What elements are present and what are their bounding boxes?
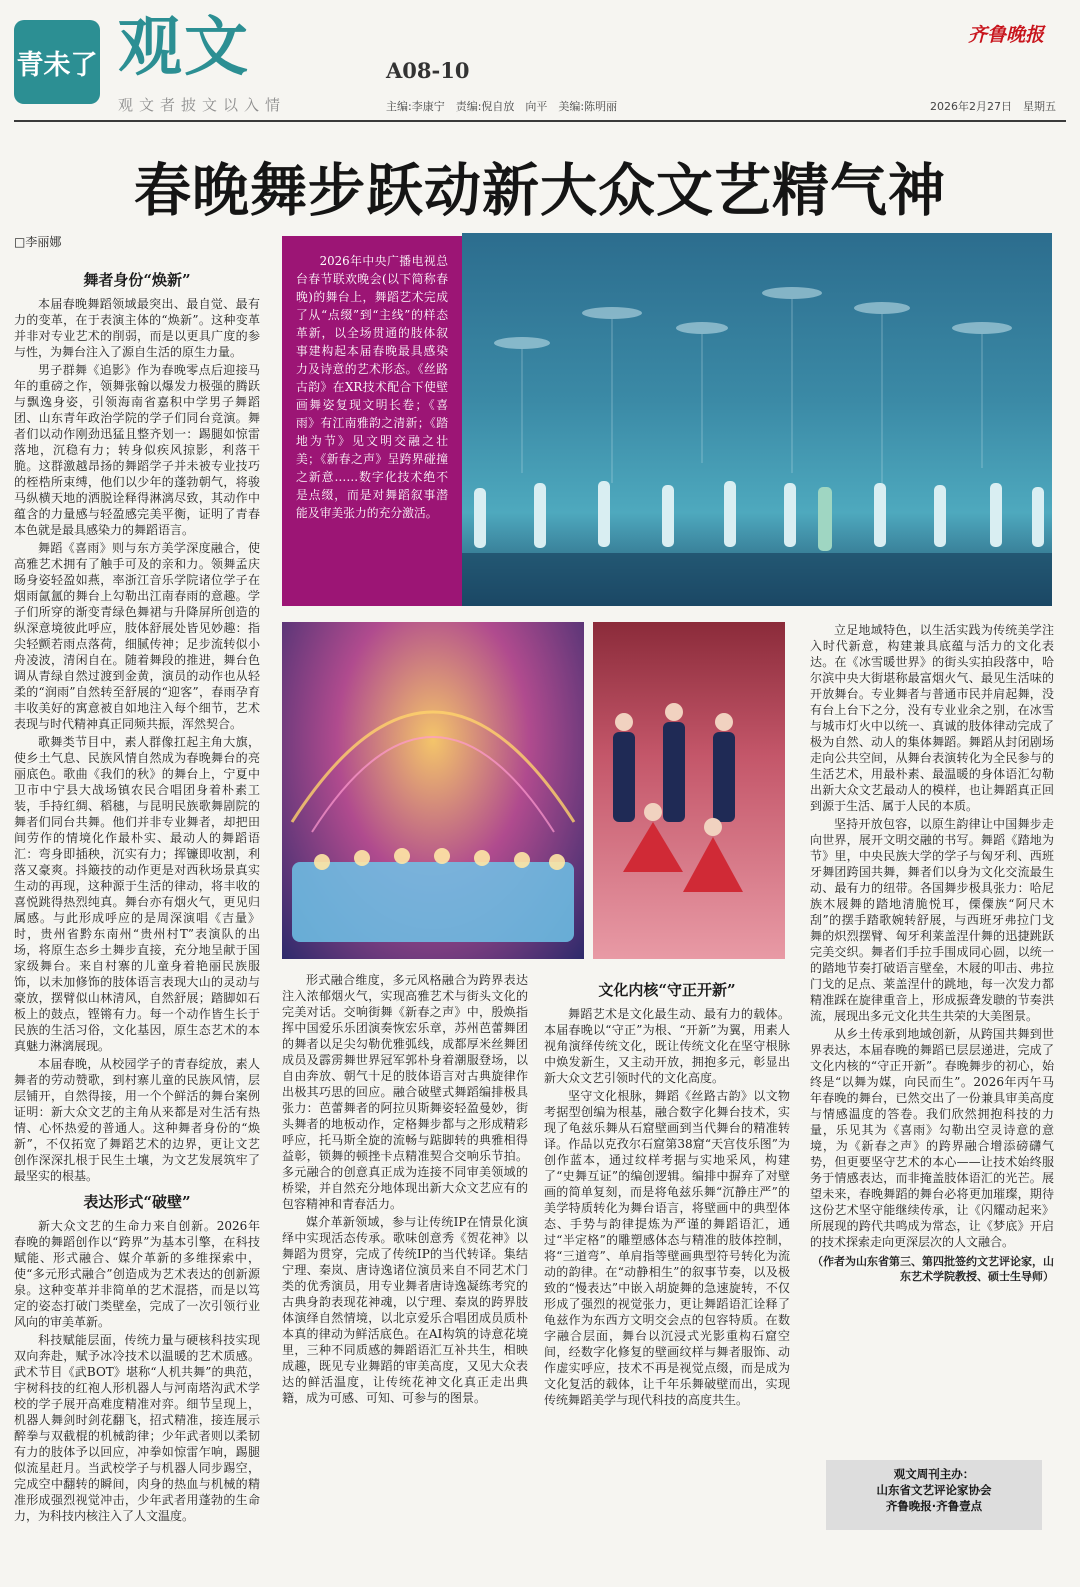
newspaper-logo: 齐鲁晚报 xyxy=(968,24,1045,46)
paragraph: 媒介革新领域，参与让传统IP在情景化演绎中实现活态传承。歌味创意秀《贺花神》以舞蹈为贯穿，完成了传统IP的当代转译。集结宁理、秦岚、唐诗逸诸位演员来自不同艺术门类的优秀演员，用专业舞者唐诗逸凝练考究的古典身韵表现花神魂，以宁理、秦岚的跨界肢体演绎自然情境，以北京爱乐合唱团成员质朴本真的律动为鲜活底色。在AI构筑的诗意花境里，三种不同质感的舞蹈语汇互补共生，相映成趣，既见专业舞蹈的审美高度，又见大众表达的鲜活温度，让传统花神文化真正走出典籍，成为可感、可知、可参与的图景。 xyxy=(282,1215,528,1405)
section-logo: 青未了 xyxy=(14,20,100,104)
paragraph: 新大众文艺的生命力来自创新。2026年春晚的舞蹈创作以“跨界”为基本引擎，在科技赋能、形式融合、媒介革新的多维探索中，使“多元形式融合”创造成为艺术表达的创新源泉。这种变革并非简单的艺术混搭，而是以笃定的姿态打破门类壁垒，完成了一次引领行业风向的审美革新。 xyxy=(14,1219,260,1329)
column-1 xyxy=(14,262,260,1527)
sponsor-line: 观文周刊主办： xyxy=(893,1467,975,1481)
section-heading: 舞者身份“焕新” xyxy=(83,271,191,289)
paragraph: 本届春晚舞蹈领域最突出、最自觉、最有力的变革，在于表演主体的“焕新”。这种变革并非对专业艺术的削弱，而是以更具广度的参与性，为舞台注入了源自生活的原生力量。 xyxy=(14,297,260,359)
section-subtitle: 观文者披文以入情 xyxy=(118,96,287,114)
paragraph: 舞蹈《喜雨》则与东方美学深度融合，使高雅艺术拥有了触手可及的亲和力。领舞孟庆旸身姿轻盈如燕，率浙江音乐学院诸位学子在烟雨氤氲的舞台上勾勒出江南春雨的意趣。学子们所穿的渐变青绿色舞裙与升降屏所创造的纵深意境彼此呼应，肢体舒展处皆见妙趣：指尖轻颤若雨点落荷，细腻传神；足步流转似小舟凌波，清闲自在。随着舞段的推进，舞台色调从青绿自然过渡到金黄，演员的动作也从轻柔的“润雨”自然转至舒展的“迎客”，春雨孕育丰收美好的寓意被自如地注入每个细节，艺术表现与时代精神真正同频共振，浑然契合。 xyxy=(14,541,260,731)
photo-illustration xyxy=(593,622,785,959)
paragraph: 本届春晚，从校园学子的青春绽放，素人舞者的劳动赞歌，到村寨儿童的民族风情，层层铺开，自然得接，用一个个鲜活的舞台案例证明：新大众文艺的主角从来都是对生活有热情、心怀热爱的普通人。这种舞者身份的“焕新”，不仅拓宽了舞蹈艺术的边界，更让文艺创作深深扎根于民生土壤，为文艺发展筑牢了最坚实的根基。 xyxy=(14,1057,260,1183)
sponsor-box xyxy=(826,1460,1042,1530)
photo-illustration xyxy=(282,622,584,959)
photo-illustration xyxy=(462,233,1052,606)
page-number: A08-10 xyxy=(386,58,470,83)
photo-treading-rhythm xyxy=(593,622,785,959)
paragraph: 舞蹈艺术是文化最生动、最有力的载体。本届春晚以“守正”为根、“开新”为翼，用素人视角演绎传统文化，既让传统文化在坚守根脉中焕发新生，又主动开放，拥抱多元，彰显出新大众文艺引领时代的文化高度。 xyxy=(544,1007,790,1085)
editor-credits: 主编:李康宁 责编:倪自放 向平 美编:陈明丽 xyxy=(386,100,618,113)
column-3 xyxy=(544,972,790,1532)
section-heading: 表达形式“破壁” xyxy=(83,1193,191,1211)
sponsor-line: 齐鲁晚报·齐鲁壹点 xyxy=(885,1499,983,1513)
lead-box xyxy=(282,236,462,606)
paragraph: 坚守文化根脉，舞蹈《丝路古韵》以文物考据型创编为根基，融合数字化舞台技术，实现了龟兹乐舞从石窟壁画到当代舞台的精准转译。作品以克孜尔石窟第38窟“天宫伎乐图”为创作蓝本，通过纹样考据与实地采风，构建了“史舞互证”的编创逻辑。编排中摒弃了对壁画的简单复刻，而是将龟兹乐舞“沉静庄严”的美学特质转化为舞台语言，将壁画中的典型体态、手势与韵律提炼为严谨的舞蹈语汇，通过“半定格”的雕塑感体态与精准的肢体控制，将“三道弯”、单肩指等壁画典型符号转化为流动的韵律。在“动静相生”的叙事节奏，以及极致的“慢表达”中嵌入胡旋舞的急速旋转，不仅形成了强烈的视觉张力，更让舞蹈语汇诠释了龟兹作为东西方文明交会点的包容特质。在数字融合层面，舞台以沉浸式光影重构石窟空间，经数字化修复的壁画纹样与舞者服饰、动作虚实呼应，技术不再是视觉点缀，而是成为文化复活的载体，让千年乐舞破壁而出，实现传统舞蹈美学与现代科技的高度共生。 xyxy=(544,1089,790,1407)
section-heading: 文化内核“守正开新” xyxy=(598,981,736,999)
publication-date: 2026年2月27日 星期五 xyxy=(930,100,1056,113)
header-divider xyxy=(14,120,1066,122)
column-4 xyxy=(810,622,1054,1450)
lead-text: 2026年中央广播电视总台春节联欢晚会(以下简称春晚)的舞台上，舞蹈艺术完成了从“点缀”到“主线”的样态革新，以全场贯通的肢体叙事建构起本届春晚最具感染力及诗意的艺术形态。《丝路古韵》在XR技术配合下使壁画舞姿复现文明长卷；《喜雨》有江南雅韵之清新；《踏地为节》见文明交融之壮美；《新春之声》呈跨界碰撞之新意……数字化技术绝不是点缀，而是对舞蹈叙事潜能及审美张力的充分激活。 xyxy=(296,254,448,520)
photo-silk-road-dance xyxy=(462,233,1052,606)
paragraph: 从乡土传承到地域创新，从跨国共舞到世界表达，本届春晚的舞蹈已层层递进，完成了文化内核的“守正开新”。春晚舞步的初心，始终是“以舞为媒，向民而生”。2026年丙午马年春晚的舞台，已然交出了一份兼具审美高度与情感温度的答卷。我们欣然拥抱科技的力量，乐见其为《喜雨》勾勒出空灵诗意的意境，为《新春之声》的跨界融合增添磅礴气势，但更要坚守艺术的本心——让技术始终服务于情感表达，而非掩盖肢体语汇的光芒。展望未来，春晚舞蹈的舞台必将更加璀璨，期待这份艺术坚守能继续传承，让《闪耀动起来》所展现的跨代共鸣成为常态，让《梦底》开启的技术探索走向更深层次的人文融合。 xyxy=(810,1027,1054,1249)
photo-new-spring-voice xyxy=(282,622,584,959)
author-note: （作者为山东省第三、第四批签约文艺评论家，山东艺术学院教授、硕士生导师） xyxy=(812,1255,1054,1283)
paragraph: 科技赋能层面，传统力量与硬核科技实现双向奔赴，赋予冰冷技术以温暖的艺术质感。武术节目《武BOT》堪称“人机共舞”的典范，宇树科技的红袍人形机器人与河南塔沟武术学校的学子展开高难度精准对弈。细节呈现上，机器人舞剑时剑花翻飞，招式精准，接连展示醉拳与双截棍的机械韵律；少年武者则以柔韧有力的肢体予以回应，冲拳如惊雷乍响，踢腿似流星赶月。当武校学子与机器人同步踢空，完成空中翻转的瞬间，肉身的热血与机械的精准形成强烈视觉冲击，少年武者用蓬勃的生命力，为科技内核注入了人文温度。 xyxy=(14,1333,260,1523)
paragraph: 歌舞类节目中，素人群像扛起主角大旗，使乡土气息、民族风情自然成为春晚舞台的亮丽底色。歌曲《我们的秋》的舞台上，宁夏中卫市中宁县大战场镇农民合唱团身着朴素工装，手持红绸、稻穗，与昆明民族歌舞剧院的舞者们同台共舞。他们并非专业舞者，却把田间劳作的情境化作最朴实、最动人的舞蹈语汇：弯身即插秧，沉实有力；挥镰即收割，利落又豪爽。抖簸技的动作更是对西秋场景真实生动的再现，这种源于生活的律动，将丰收的喜悦跳得热烈纯真。舞台亦有烟火气，更见归属感。与此形成呼应的是周深演唱《吉量》时，贵州省黔东南州“贵州村T”表演队的出场，将原生态乡土舞步直接，充分地呈献于国家级舞台。来自村寨的儿童身着艳丽民族服饰，以未加修饰的肢体语言表现大山的灵动与豪放，摆臂似山林清风，自然舒展；踏脚如石板上的鼓点，铿锵有力。每一个动作皆生长于民族的生活习俗，文化基因，原生态艺术的本真魅力淋漓展现。 xyxy=(14,735,260,1053)
paragraph: 立足地域特色，以生活实践为传统美学注入时代新意，构建兼具底蕴与活力的文化表达。在《冰雪暖世界》的街头实拍段落中，哈尔滨中央大街堪称最富烟火气、最见生活味的开放舞台。专业舞者与普通市民并肩起舞，没有台上台下之分，没有专业业余之别，在冰雪与城市灯火中以统一、真诚的肢体律动完成了极为自然、动人的集体舞蹈。舞蹈从封闭剧场走向公共空间，从舞台表演转化为全民参与的生活艺术，用最朴素、最温暖的身体语汇勾勒出新大众文艺最动人的模样，也让舞蹈真正回到源于生活、属于人民的本质。 xyxy=(810,623,1054,813)
section-title: 观文 xyxy=(118,11,250,85)
article-headline: 春晚舞步跃动新大众文艺精气神 xyxy=(134,157,946,224)
paragraph: 男子群舞《追影》作为春晚零点后迎接马年的重磅之作，领舞张翰以爆发力极强的腾跃与飘逸身姿，引领海南省嘉积中学男子舞蹈团、山东青年政治学院的学子们同台竞演。舞者们以动作刚劲迅猛且整齐划一：踢腿如惊雷落地，沉稳有力；转身似疾风掠影，利落干脆。这群激越昂扬的舞蹈学子并未被专业技巧的桎梏所束缚，他们以少年的蓬勃朝气，将骏马纵横天地的洒脱诠释得淋漓尽致，其动作中蕴含的力量感与轻盈感完美平衡，证明了青春本色就是最具感染力的舞蹈语言。 xyxy=(14,363,260,537)
sponsor-line: 山东省文艺评论家协会 xyxy=(876,1483,992,1497)
column-2 xyxy=(282,972,528,1532)
article-author: □李丽娜 xyxy=(14,235,62,249)
paragraph: 坚持开放包容，以原生韵律让中国舞步走向世界，展开文明交融的书写。舞蹈《踏地为节》里，中央民族大学的学子与匈牙利、西班牙舞团跨国共舞，舞者们以身为文化交流最生动、最有力的纽带。各国舞步极具张力：哈尼族木屐舞的踏地清脆悦耳，傈僳族“阿尺木刮”的摆手踏歌婉转舒展，与西班牙弗拉门戈舞的炽烈摆臂、匈牙利莱盖涅什舞的迅捷跳跃完美交织。舞者们手拉手围成同心圆，以统一的踏地节奏打破语言壁垒，木屐的叩击、弗拉门戈的足点、莱盖涅什的跳地，每一次发力都精准踩在旋律重音上，形成振聋发聩的节奏洪流，展现出多元文化共生共荣的大美图景。 xyxy=(810,817,1054,1023)
paragraph: 形式融合维度，多元风格融合为跨界表达注入浓郁烟火气，实现高雅艺术与街头文化的完美对话。交响街舞《新春之声》中，殷焕指挥中国爱乐乐团演奏恢宏乐章，苏州芭蕾舞团的舞者以足尖勾勒优雅弧线，成都厚米丝舞团成员及霹雳舞世界冠军郭朴身着潮服登场，以自由奔放、朝气十足的肢体语言对古典旋律作出极其巧思的回应。融合破壁式舞蹈编排极具张力：芭蕾舞者的阿拉贝斯舞姿轻盈曼妙，街头舞者的地板动作，定格舞步都与之形成精彩呼应，托马斯全旋的流畅与踮脚转的典雅相得益彰，锁舞的顿挫卡点精准契合交响乐节拍。多元融合的创意真正成为连接不同审美领域的桥梁，并自然充分地体现出新大众文艺应有的包容精神和青春活力。 xyxy=(282,973,528,1211)
